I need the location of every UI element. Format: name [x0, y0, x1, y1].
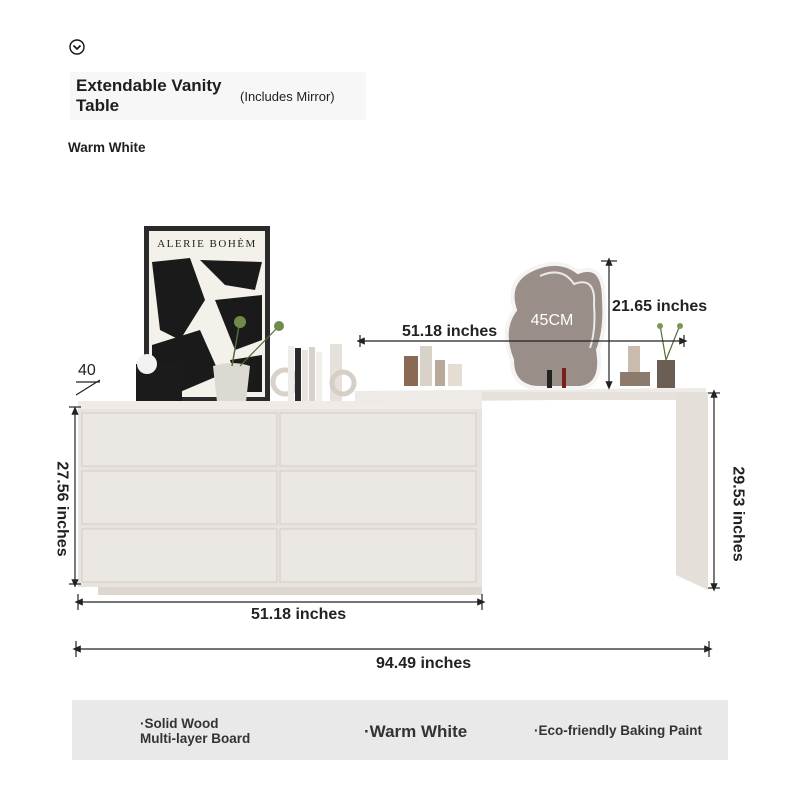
- feature-material-line2: Multi-layer Board: [140, 731, 251, 746]
- top-thickness-label: 40: [78, 362, 96, 379]
- dresser-cabinet: [78, 401, 482, 595]
- mirror-height-label: 21.65 inches: [612, 298, 708, 315]
- total-width-label: 94.49 inches: [376, 655, 472, 672]
- mirror-size-label: 45CM: [530, 312, 574, 329]
- color-label: Warm White: [68, 140, 146, 155]
- extension-width-label: 51.18 inches: [402, 323, 498, 340]
- feature-color: ·Warm White: [364, 722, 468, 741]
- dresser-height-label: 27.56 inches: [53, 461, 71, 557]
- poster-text: ALERIE BOHÈM: [157, 238, 257, 250]
- dresser-width-label: 51.18 inches: [251, 606, 347, 623]
- table-height-label: 29.53 inches: [729, 466, 747, 562]
- feature-material-line1: ·Solid Wood: [140, 716, 219, 731]
- feature-material: [140, 716, 280, 746]
- vanity-mirror: [507, 264, 605, 388]
- product-title: Extendable Vanity Table: [76, 76, 222, 115]
- feature-paint: ·Eco-friendly Baking Paint: [534, 723, 703, 738]
- product-subtitle: (Includes Mirror): [240, 89, 335, 104]
